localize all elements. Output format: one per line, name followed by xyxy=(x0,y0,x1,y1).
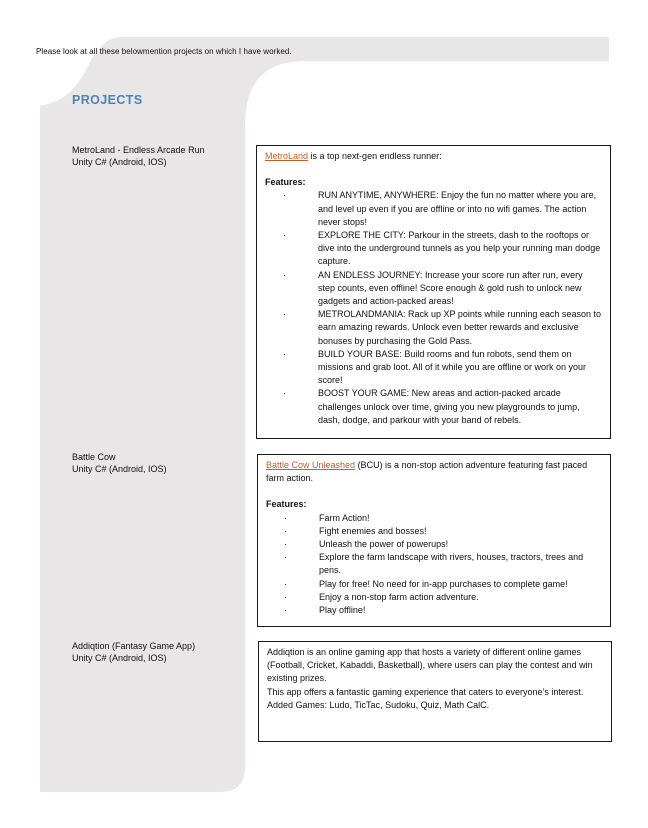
project-tech: Unity C# (Android, IOS) xyxy=(72,652,167,663)
feature-item: · AN ENDLESS JOURNEY: Increase your score run after run, every step counts, even offline! Score enough & gold rush to unlock new gadgets and action-packed areas! xyxy=(283,269,583,307)
feature-item: · Play for free! No need for in-app purchases to complete game! xyxy=(266,578,602,591)
project-label-addiqtion xyxy=(72,641,195,664)
project-name: MetroLand - Endless Arcade Run xyxy=(72,145,205,155)
bullet-icon: · xyxy=(284,539,287,550)
bullet-icon: · xyxy=(284,578,287,589)
project-label-battle-cow xyxy=(72,452,167,475)
feature-item: · BUILD YOUR BASE: Build rooms and fun robots, send them on missions and grab loot. All of it while you are offline or work on your score! xyxy=(283,348,586,386)
bullet-icon: · xyxy=(283,348,286,359)
intro-text: Please look at all these belowmention projects on which I have worked. xyxy=(36,47,292,56)
project-name: Addiqtion (Fantasy Game App) xyxy=(72,641,196,651)
project-box-metroland xyxy=(256,145,611,439)
bullet-icon: · xyxy=(283,309,286,320)
feature-item: · Explore the farm landscape with rivers, houses, tractors, trees and pens. xyxy=(284,552,584,576)
bullet-icon: · xyxy=(284,591,287,602)
project-box-addiqtion xyxy=(258,641,612,742)
section-title: PROJECTS xyxy=(72,93,143,107)
project-description: Addiqtion is an online gaming app that hosts a variety of different online games (Football, Cricket, Kabaddi, Basketball), where users can play the contest and win existing prizes. xyxy=(267,647,593,684)
bullet-icon: · xyxy=(284,525,287,536)
features-label: Features: xyxy=(266,499,307,510)
feature-item: · Play offline! xyxy=(266,604,602,617)
project-description: Added Games: Ludo, TicTac, Sudoku, Quiz, Math CalC. xyxy=(267,699,490,710)
project-name: Battle Cow xyxy=(72,452,116,462)
project-intro: is a top next-gen endless runner: xyxy=(308,151,442,161)
project-tech: Unity C# (Android, IOS) xyxy=(72,463,167,474)
project-tech: Unity C# (Android, IOS) xyxy=(72,156,167,167)
feature-item: · BOOST YOUR GAME: New areas and action-packed arcade challenges unlock over time, giving you new playgrounds to jump, dash, dodge, and parkour with your band of rebels. xyxy=(283,388,580,425)
project-box-battle-cow xyxy=(257,454,611,627)
project-description: This app offers a fantastic gaming experience that caters to everyone’s interest. xyxy=(267,686,584,697)
project-link-battle-cow[interactable]: Battle Cow Unleashed xyxy=(266,460,356,470)
bullet-icon: · xyxy=(284,605,287,616)
bullet-icon: · xyxy=(283,190,286,201)
bullet-icon: · xyxy=(284,512,287,523)
project-label-metroland xyxy=(72,145,205,168)
bullet-icon: · xyxy=(283,388,286,399)
feature-item: · Enjoy a non-stop farm action adventure. xyxy=(266,591,602,604)
bullet-icon: · xyxy=(284,552,287,563)
feature-item: · EXPLORE THE CITY: Parkour in the streets, dash to the rooftops or dive into the underground tunnels as you help your running man dodge capture. xyxy=(283,230,601,267)
bullet-icon: · xyxy=(283,269,286,280)
bullet-icon: · xyxy=(283,230,286,241)
feature-item: · Fight enemies and bosses! xyxy=(266,525,602,538)
features-label: Features: xyxy=(265,177,306,188)
feature-item: · METROLANDMANIA: Rack up XP points while running each season to earn amazing rewards. Unlock even better rewards and exclusive bonuses by purchasing the Gold Pass. xyxy=(283,309,601,346)
feature-item: · Unleash the power of powerups! xyxy=(266,538,602,551)
feature-list xyxy=(265,189,602,427)
project-link-metroland[interactable]: MetroLand xyxy=(265,151,309,161)
project-intro: (BCU) is a non-stop action adventure featuring fast paced farm action. xyxy=(266,460,588,484)
feature-item: · Farm Action! xyxy=(266,512,602,525)
feature-item: · RUN ANYTIME, ANYWHERE: Enjoy the fun no matter where you are, and level up even if you are offline or into no wifi games. The action never stops! xyxy=(283,190,597,227)
feature-list xyxy=(266,512,602,618)
